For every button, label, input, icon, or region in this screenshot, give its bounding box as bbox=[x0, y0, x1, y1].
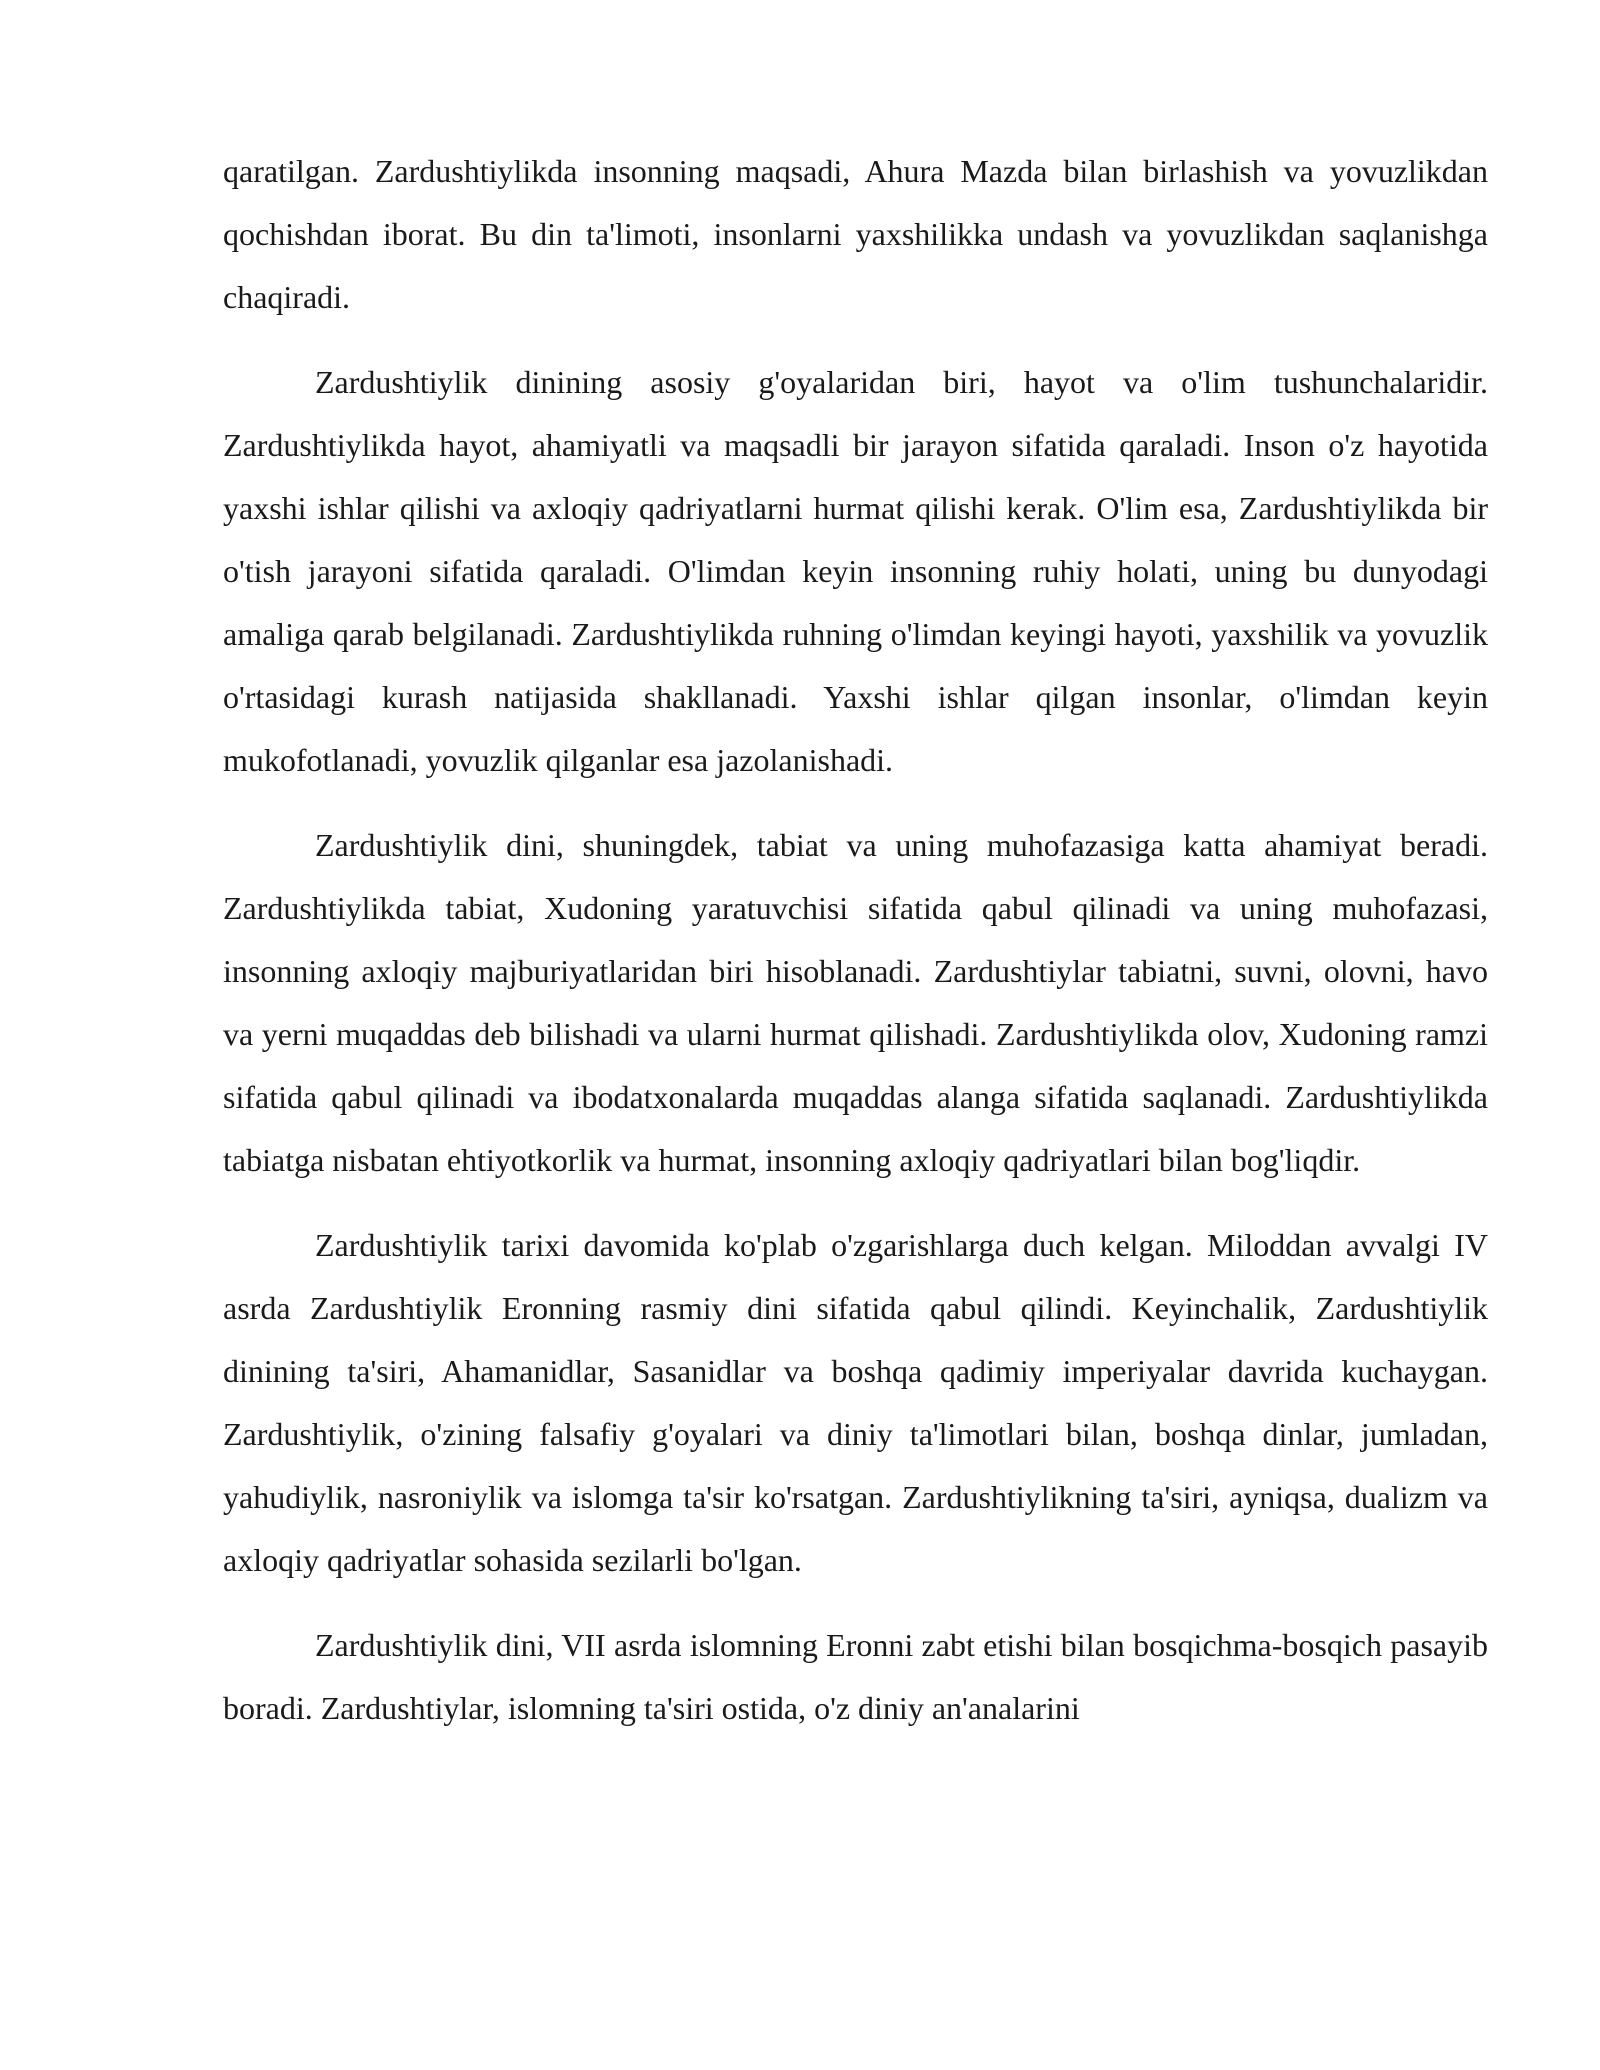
paragraph-3: Zardushtiylik dini, shuningdek, tabiat va uning muhofazasiga katta ahamiyat beradi. Zardushtiylikda tabiat, Xudoning yaratuvchisi sifatida qabul qilinadi va uning muhofazasi, insonning axloqiy majburiyatlaridan biri hisoblanadi. Zardushtiylar tabiatni, suvni, olovni, havo va yerni muqaddas deb bilishadi va ularni hurmat qilishadi. Zardushtiylikda olov, Xudoning ramzi sifatida qabul qilinadi va ibodatxonalarda muqaddas alanga sifatida saqlanadi. Zardushtiylikda tabiatga nisbatan ehtiyotkorlik va hurmat, insonning axloqiy qadriyatlari bilan bog'liqdir. bbox=[223, 827, 1488, 1178]
paragraph-5: Zardushtiylik dini, VII asrda islomning Eronni zabt etishi bilan bosqichma-bosqich pasayib boradi. Zardushtiylar, islomning ta'siri ostida, o'z diniy an'analarini bbox=[223, 1627, 1488, 1726]
paragraph-1: qaratilgan. Zardushtiylikda insonning maqsadi, Ahura Mazda bilan birlashish va yovuzlikdan qochishdan iborat. Bu din ta'limoti, insonlarni yaxshilikka undash va yovuzlikdan saqlanishga chaqiradi. bbox=[223, 153, 1488, 315]
paragraph-4: Zardushtiylik tarixi davomida ko'plab o'zgarishlarga duch kelgan. Miloddan avvalgi IV asrda Zardushtiylik Eronning rasmiy dini sifatida qabul qilindi. Keyinchalik, Zardushtiylik dinining ta'siri, Ahamanidlar, Sasanidlar va boshqa qadimiy imperiyalar davrida kuchaygan. Zardushtiylik, o'zining falsafiy g'oyalari va diniy ta'limotlari bilan, boshqa dinlar, jumladan, yahudiylik, nasroniylik va islomga ta'sir ko'rsatgan. Zardushtiylikning ta'siri, ayniqsa, dualizm va axloqiy qadriyatlar sohasida sezilarli bo'lgan. bbox=[223, 1227, 1488, 1578]
document-body bbox=[223, 140, 1488, 1762]
paragraph-2: Zardushtiylik dinining asosiy g'oyalaridan biri, hayot va o'lim tushunchalaridir. Zardushtiylikda hayot, ahamiyatli va maqsadli bir jarayon sifatida qaraladi. Inson o'z hayotida yaxshi ishlar qilishi va axloqiy qadriyatlarni hurmat qilishi kerak. O'lim esa, Zardushtiylikda bir o'tish jarayoni sifatida qaraladi. O'limdan keyin insonning ruhiy holati, uning bu dunyodagi amaliga qarab belgilanadi. Zardushtiylikda ruhning o'limdan keyingi hayoti, yaxshilik va yovuzlik o'rtasidagi kurash natijasida shakllanadi. Yaxshi ishlar qilgan insonlar, o'limdan keyin mukofotlanadi, yovuzlik qilganlar esa jazolanishadi. bbox=[223, 364, 1488, 778]
